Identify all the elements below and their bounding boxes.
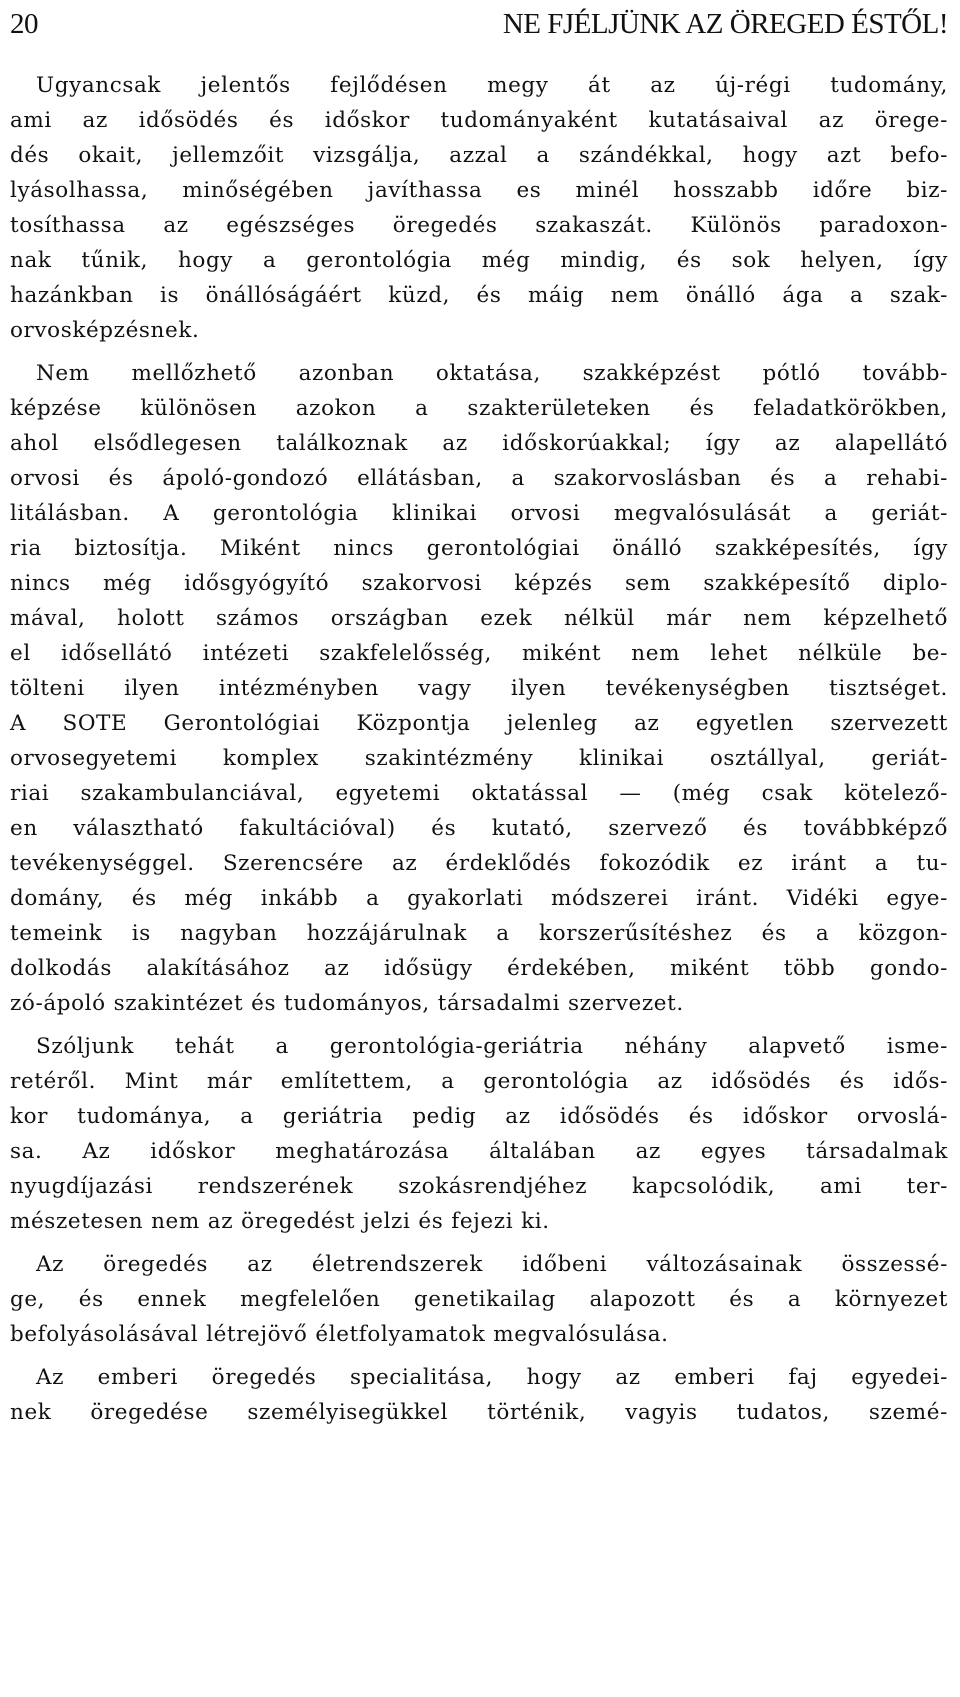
paragraph [10, 1247, 948, 1352]
text-line: orvosegyetemi komplex szakintézmény klinikai osztállyal, geriát- [10, 746, 948, 771]
text-line: en választható fakultációval) és kutató, szervező és továbbképző [10, 816, 948, 841]
text-line: A SOTE Gerontológiai Központja jelenleg az egyetlen szervezett [10, 711, 948, 736]
text-line: tölteni ilyen intézményben vagy ilyen tevékenységben tisztséget. [10, 676, 948, 701]
text-line: Az emberi öregedés specialitása, hogy az emberi faj egyedei- [36, 1365, 948, 1390]
text-line: nek öregedése személyisegükkel történik, vagyis tudatos, szemé- [10, 1400, 948, 1425]
text-line: dolkodás alakításához az idősügy érdekében, miként több gondo- [10, 956, 948, 981]
text-line: ria biztosítja. Miként nincs gerontológiai önálló szakképesítés, így [10, 536, 948, 561]
text-line: el idősellátó intézeti szakfelelősség, miként nem lehet nélküle be- [10, 641, 948, 666]
text-line: nincs még idősgyógyító szakorvosi képzés sem szakképesítő diplo- [10, 571, 948, 596]
paragraph [10, 68, 948, 348]
text-line: litálásban. A gerontológia klinikai orvosi megvalósulását a geriát- [10, 501, 948, 526]
text-line: mával, holott számos országban ezek nélkül már nem képzelhető [10, 606, 948, 631]
text-line: Ugyancsak jelentős fejlődésen megy át az új-régi tudomány, [36, 73, 948, 98]
text-line: mészetesen nem az öregedést jelzi és fejezi ki. [10, 1209, 550, 1234]
text-line: temeink is nagyban hozzájárulnak a korszerűsítéshez és a közgon- [10, 921, 948, 946]
text-line: tevékenységgel. Szerencsére az érdeklődés fokozódik ez iránt a tu- [10, 851, 948, 876]
text-line: ahol elsődlegesen találkoznak az időskorúakkal; így az alapellátó [10, 431, 948, 456]
text-line: nak tűnik, hogy a gerontológia még mindig, és sok helyen, így [10, 248, 948, 273]
text-line: ami az idősödés és időskor tudományaként kutatásaival az örege- [10, 108, 948, 133]
text-line: nyugdíjazási rendszerének szokásrendjéhez kapcsolódik, ami ter- [10, 1174, 948, 1199]
text-line: orvosképzésnek. [10, 318, 200, 343]
text-line: orvosi és ápoló-gondozó ellátásban, a szakorvoslásban és a rehabi- [10, 466, 948, 491]
text-line: ge, és ennek megfelelően genetikailag alapozott és a környezet [10, 1287, 948, 1312]
running-title: NE FJÉLJÜNK AZ ÖREGED ÉSTŐL! [502, 8, 948, 40]
running-head [10, 0, 948, 50]
paragraph [10, 1360, 948, 1430]
text-line: tosíthassa az egészséges öregedés szakaszát. Különös paradoxon- [10, 213, 948, 238]
body-text [10, 68, 948, 1430]
text-line: Az öregedés az életrendszerek időbeni változásainak összessé- [36, 1252, 948, 1277]
page-number: 20 [10, 8, 38, 40]
paragraph [10, 1029, 948, 1239]
paragraph [10, 356, 948, 1021]
text-line: hazánkban is önállóságáért küzd, és máig nem önálló ága a szak- [10, 283, 948, 308]
text-line: dés okait, jellemzőit vizsgálja, azzal a szándékkal, hogy azt befo- [10, 143, 948, 168]
text-line: Nem mellőzhető azonban oktatása, szakképzést pótló tovább- [36, 361, 948, 386]
text-line: befolyásolásával létrejövő életfolyamatok megvalósulása. [10, 1322, 669, 1347]
text-line: kor tudománya, a geriátria pedig az idősödés és időskor orvoslá- [10, 1104, 948, 1129]
text-line: domány, és még inkább a gyakorlati módszerei iránt. Vidéki egye- [10, 886, 948, 911]
text-line: retéről. Mint már említettem, a gerontológia az idősödés és idős- [10, 1069, 948, 1094]
text-line: riai szakambulanciával, egyetemi oktatással — (még csak kötelező- [10, 781, 948, 806]
text-line: képzése különösen azokon a szakterületeken és feladatkörökben, [10, 396, 948, 421]
text-line: sa. Az időskor meghatározása általában az egyes társadalmak [10, 1139, 948, 1164]
text-line: lyásolhassa, minőségében javíthassa es minél hosszabb időre biz- [10, 178, 948, 203]
text-line: zó-ápoló szakintézet és tudományos, társadalmi szervezet. [10, 991, 684, 1016]
text-line: Szóljunk tehát a gerontológia-geriátria néhány alapvető isme- [36, 1034, 948, 1059]
